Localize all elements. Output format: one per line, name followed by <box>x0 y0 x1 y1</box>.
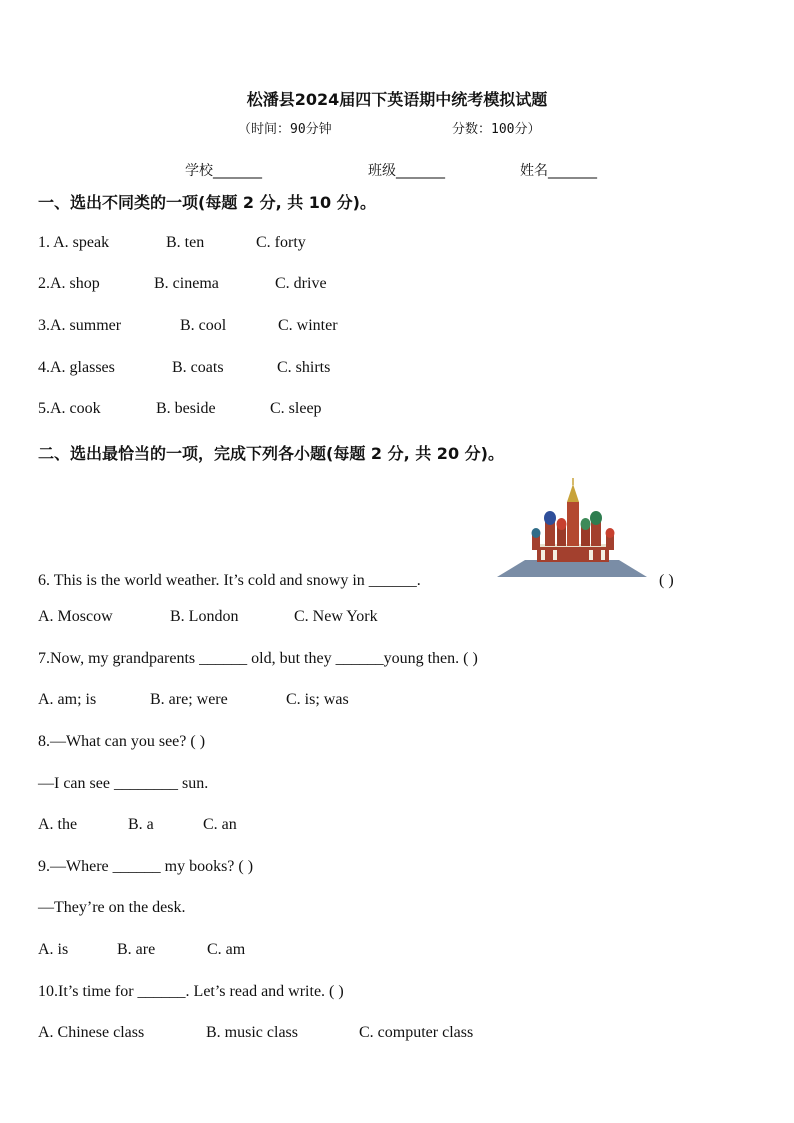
q6-option-a: A. Moscow <box>38 608 113 625</box>
q2-option-a: 2.A. shop <box>38 275 100 292</box>
q9-text-2: —They’re on the desk. <box>38 899 186 916</box>
q3-option-c: C. winter <box>278 317 338 334</box>
q8-text-2: —I can see ________ sun. <box>38 775 209 792</box>
q8-option-a: A. the <box>38 816 78 833</box>
class-field: 班级_______ <box>368 163 445 179</box>
q6-option-b: B. London <box>170 608 239 625</box>
q5-option-c: C. sleep <box>270 400 322 417</box>
green-dome-icon <box>590 511 602 525</box>
ground-icon <box>497 560 647 577</box>
q7-option-c: C. is; was <box>286 691 349 708</box>
q4-option-b: B. coats <box>172 359 224 376</box>
central-tower <box>567 502 579 546</box>
section-2-heading: 二、选出最恰当的一项，完成下列各小题(每题 2 分, 共 20 分)。 <box>38 444 504 463</box>
q6-option-c: C. New York <box>294 608 378 625</box>
q9-option-c: C. am <box>207 941 246 958</box>
section-1-heading: 一、选出不同类的一项(每题 2 分, 共 10 分)。 <box>38 193 376 212</box>
q1-option-c: C. forty <box>256 234 306 251</box>
q2-option-b: B. cinema <box>154 275 219 292</box>
exam-score: 分数：100分） <box>452 122 541 137</box>
q4-option-c: C. shirts <box>277 359 331 376</box>
q9-option-a: A. is <box>38 941 69 958</box>
q8-text: 8.—What can you see? ( ) <box>38 733 206 750</box>
q6-answer-paren: ( ) <box>659 572 674 589</box>
red-dome-icon <box>557 518 567 530</box>
q8-option-c: C. an <box>203 816 237 833</box>
q7-option-b: B. are; were <box>150 691 228 708</box>
q3-option-a: 3.A. summer <box>38 317 122 334</box>
green-dome-icon-2 <box>581 518 591 530</box>
q5-option-b: B. beside <box>156 400 216 417</box>
q1-option-b: B. ten <box>166 234 205 251</box>
q10-text: 10.It’s time for ______. Let’s read and write. ( ) <box>38 983 344 1000</box>
moscow-cathedral-picture <box>497 478 647 580</box>
blue-dome-icon <box>544 511 556 525</box>
q6-text: 6. This is the world weather. It’s cold and snowy in ______. <box>38 572 421 589</box>
q9-text: 9.—Where ______ my books? ( ) <box>38 858 254 875</box>
q1-option-a: 1. A. speak <box>38 234 110 251</box>
q10-option-b: B. music class <box>206 1024 298 1041</box>
q7-option-a: A. am; is <box>38 691 97 708</box>
q9-option-b: B. are <box>117 941 156 958</box>
q10-option-c: C. computer class <box>359 1024 474 1041</box>
q8-option-b: B. a <box>128 816 154 833</box>
q10-option-a: A. Chinese class <box>38 1024 145 1041</box>
q5-option-a: 5.A. cook <box>38 400 101 417</box>
q7-text: 7.Now, my grandparents ______ old, but they ______young then. ( ) <box>38 650 478 667</box>
q3-option-b: B. cool <box>180 317 227 334</box>
q4-option-a: 4.A. glasses <box>38 359 115 376</box>
school-field: 学校_______ <box>185 163 262 179</box>
name-field: 姓名_______ <box>520 163 597 179</box>
cathedral-svg <box>497 478 647 580</box>
q2-option-c: C. drive <box>275 275 327 292</box>
exam-time: （时间：90分钟 <box>238 122 332 137</box>
page-title: 松潘县2024届四下英语期中统考模拟试题 <box>246 90 548 109</box>
